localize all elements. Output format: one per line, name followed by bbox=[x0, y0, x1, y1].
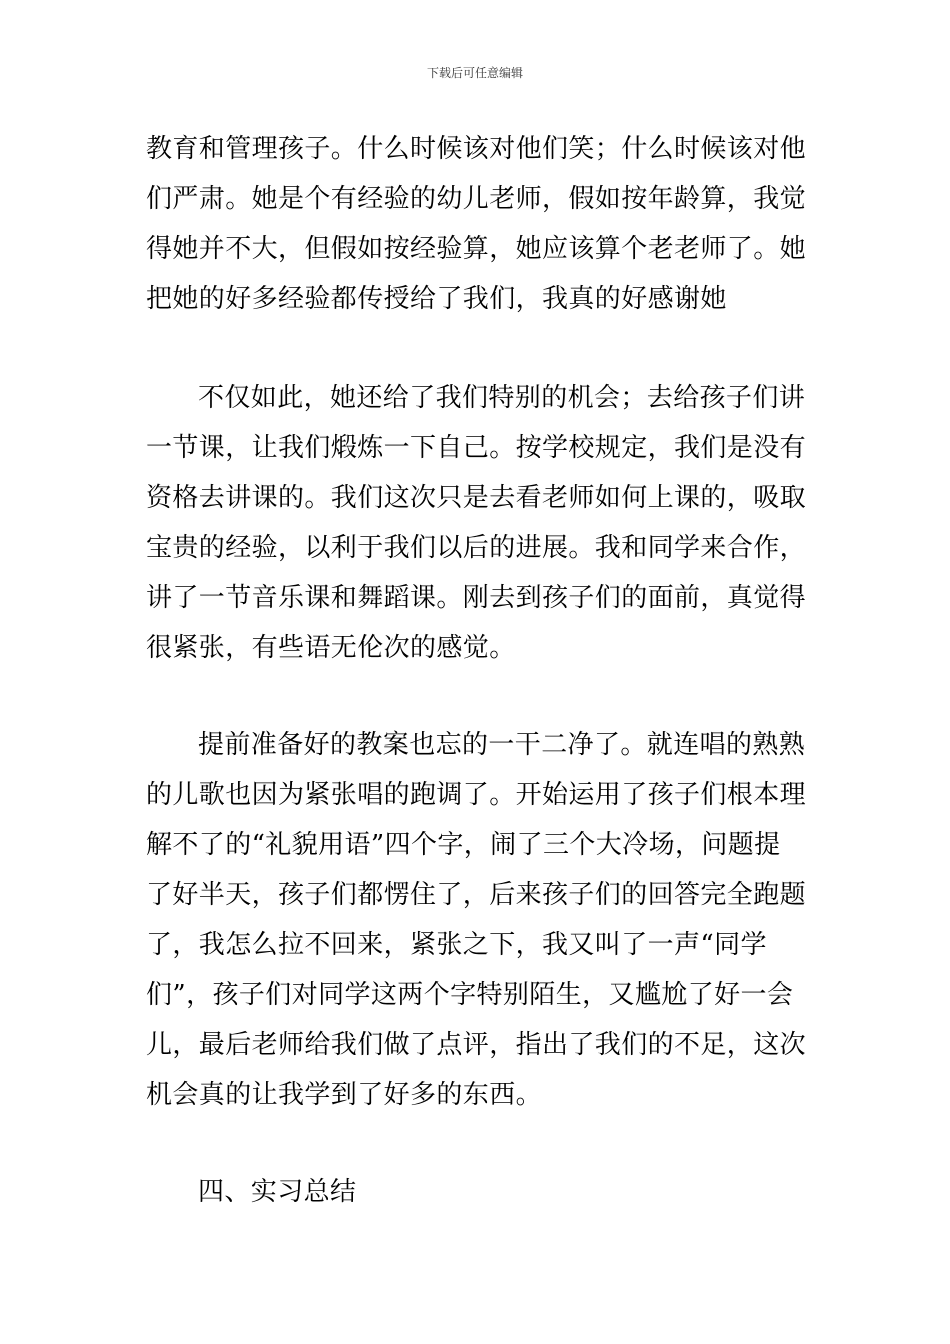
paragraph-line: 资格去讲课的。我们这次只是去看老师如何上课的，吸取 bbox=[146, 483, 807, 513]
paragraph-line: 的儿歌也因为紧张唱的跑调了。开始运用了孩子们根本理 bbox=[146, 780, 807, 810]
paragraph-line: 宝贵的经验，以利于我们以后的进展。我和同学来合作， bbox=[146, 533, 807, 563]
paragraph-line: 了好半天，孩子们都愣住了，后来孩子们的回答完全跑题 bbox=[146, 880, 807, 910]
paragraph-2 bbox=[146, 373, 810, 673]
paragraph-line: 把她的好多经验都传授给了我们，我真的好感谢她 bbox=[146, 284, 727, 314]
paragraph-line: 了，我怎么拉不回来，紧张之下，我又叫了一声“同学 bbox=[146, 930, 767, 960]
paragraph-line: 讲了一节音乐课和舞蹈课。刚去到孩子们的面前，真觉得 bbox=[146, 583, 807, 613]
paragraph-line: 不仅如此，她还给了我们特别的机会；去给孩子们讲 bbox=[198, 383, 806, 413]
paragraph-line: 机会真的让我学到了好多的东西。 bbox=[146, 1080, 543, 1110]
paragraph-line: 提前准备好的教案也忘的一干二净了。就连唱的熟熟 bbox=[198, 730, 806, 760]
paragraph-1 bbox=[146, 124, 810, 324]
paragraph-line: 教育和管理孩子。什么时候该对他们笑；什么时候该对他 bbox=[146, 134, 807, 164]
paragraph-line: 很紧张，有些语无伦次的感觉。 bbox=[146, 633, 516, 663]
section-heading bbox=[146, 1167, 810, 1217]
section-heading-text: 四、实习总结 bbox=[198, 1177, 357, 1207]
paragraph-line: 们严肃。她是个有经验的幼儿老师，假如按年龄算，我觉 bbox=[146, 184, 807, 214]
paragraph-line: 们”，孩子们对同学这两个字特别陌生，又尴尬了好一会 bbox=[146, 980, 794, 1010]
paragraph-line: 儿，最后老师给我们做了点评，指出了我们的不足，这次 bbox=[146, 1030, 807, 1060]
paragraph-line: 解不了的“礼貌用语”四个字，闹了三个大冷场，问题提 bbox=[146, 830, 781, 860]
paragraph-3 bbox=[146, 720, 810, 1120]
page-header: 下载后可任意编辑 bbox=[426, 66, 523, 80]
paragraph-line: 一节课，让我们煅炼一下自己。按学校规定，我们是没有 bbox=[146, 433, 807, 463]
paragraph-line: 得她并不大，但假如按经验算，她应该算个老老师了。她 bbox=[146, 234, 807, 264]
